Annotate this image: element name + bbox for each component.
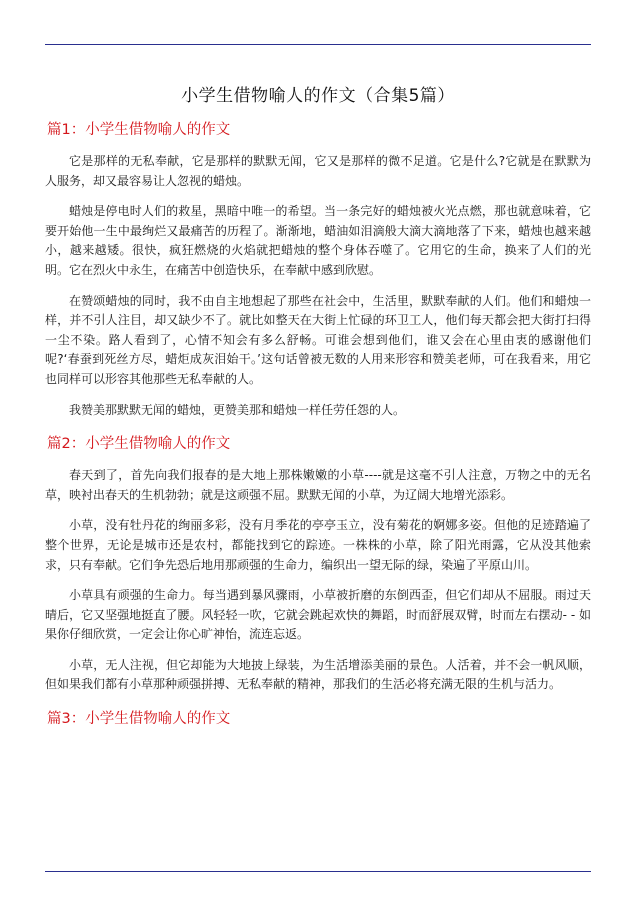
section-2 [45, 434, 591, 695]
section-3 [45, 709, 591, 729]
section-heading: 篇3：小学生借物喻人的作文 [47, 711, 231, 728]
document-title: 小学生借物喻人的作文（合集5篇） [181, 86, 455, 106]
section-heading: 篇2：小学生借物喻人的作文 [47, 436, 231, 453]
section-heading: 篇1：小学生借物喻人的作文 [47, 122, 231, 138]
paragraph: 它是那样的无私奉献，它是那样的默默无闻，它又是那样的微不足道。它是什么?它就是在默默为人服务，却又最容易让人忽视的蜡烛。 [45, 154, 591, 188]
paragraph: 小草，没有牡丹花的绚丽多彩，没有月季花的亭亭玉立，没有菊花的婀娜多姿。但他的足迹踏遍了整个世界，无论是城市还是农村，都能找到它的踪迹。一株株的小草，除了阳光雨露，它从没其他索求，只有奉献。它们争先恐后地用那顽强的生命力，编织出一望无际的绿，染遍了平原山川。 [45, 518, 591, 572]
document-page [45, 82, 591, 741]
header-rule [45, 44, 591, 45]
paragraph: 小草具有顽强的生命力。每当遇到暴风骤雨，小草被折磨的东倒西歪，但它们却从不屈服。雨过天晴后，它又坚强地挺直了腰。风轻轻一吹，它就会跳起欢快的舞蹈，时而舒展双臂，时而左右摆动- - 如果你仔细欣赏，一定会让你心旷神怡，流连忘返。 [45, 588, 591, 642]
paragraph: 蜡烛是停电时人们的救星，黑暗中唯一的希望。当一条完好的蜡烛被火光点燃，那也就意味着，它要开始他一生中最绚烂又最痛苦的历程了。渐渐地，蜡油如泪滴般大滴大滴地落了下来，蜡烛也越来越小，越来越矮。很快，疯狂燃烧的火焰就把蜡烛的整个身体吞噬了。它用它的生命，换来了人们的光明。它在烈火中永生，在痛苦中创造快乐，在奉献中感到欣慰。 [45, 204, 591, 277]
paragraph: 在赞颂蜡烛的同时，我不由自主地想起了那些在社会中，生活里，默默奉献的人们。他们和蜡烛一样，并不引人注目，却又缺少不了。就比如整天在大街上忙碌的环卫工人，他们每天都会把大街打扫得一尘不染。路人看到了，心情不知会有多么舒畅。可谁会想到他们，谁又会在心里由衷的感谢他们呢?‘春蚕到死丝方尽，蜡炬成灰泪始干。’这句话曾被无数的人用来形容和赞美老师，可在我看来，用它也同样可以形容其他那些无私奉献的人。 [45, 293, 591, 386]
paragraph: 春天到了，首先向我们报春的是大地上那株嫩嫩的小草----就是这毫不引人注意，万物之中的无名草，映衬出春天的生机勃勃；就是这顽强不屈。默默无闻的小草，为辽阔大地增光添彩。 [45, 468, 591, 502]
paragraph: 我赞美那默默无闻的蜡烛，更赞美那和蜡烛一样任劳任怨的人。 [69, 402, 406, 417]
footer-rule [45, 871, 591, 872]
paragraph: 小草，无人注视，但它却能为大地披上绿装，为生活增添美丽的景色。人活着，并不会一帆风顺，但如果我们都有小草那种顽强拼搏、无私奉献的精神，那我们的生活必将充满无限的生机与活力。 [45, 657, 591, 692]
section-1 [45, 120, 591, 420]
